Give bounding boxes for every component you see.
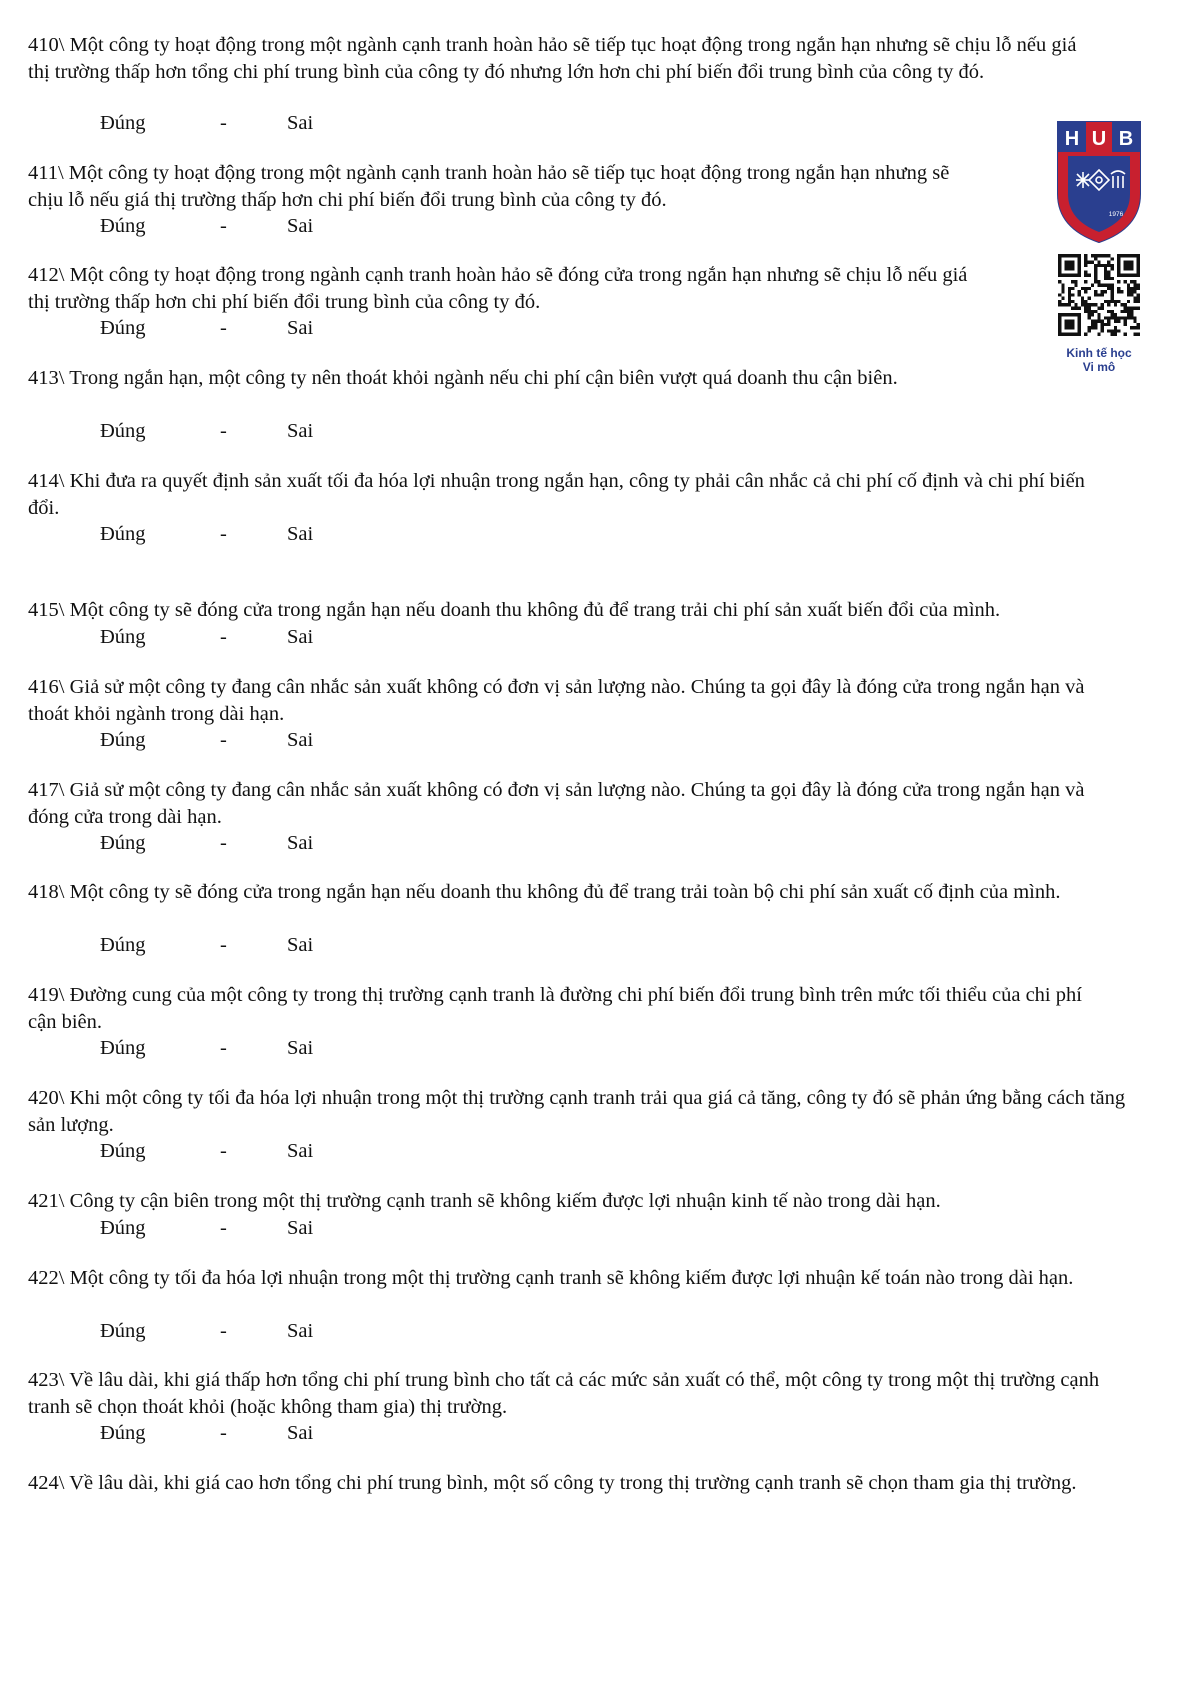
question-text: 423\ Về lâu dài, khi giá thấp hơn tổng chi phí trung bình cho tất cả các mức sản xuất có thể, một công ty trong một thị trường cạnh tranh sẽ chọn thoát khỏi (hoặc không tham gia) thị trường. [28, 1369, 1100, 1418]
option-false[interactable]: Sai [287, 1037, 314, 1059]
option-separator: - [220, 729, 227, 751]
option-false[interactable]: Sai [287, 523, 314, 545]
option-false[interactable]: Sai [287, 317, 314, 339]
question-text: 411\ Một công ty hoạt động trong một ngành cạnh tranh hoàn hảo sẽ tiếp tục hoạt động trong ngắn hạn nhưng sẽ chịu lỗ nếu giá thị trường thấp hơn chi phí biến đổi trung bình của công ty đó. [28, 162, 950, 211]
question-text: 418\ Một công ty sẽ đóng cửa trong ngắn hạn nếu doanh thu không đủ để trang trải toàn bộ chi phí sản xuất cố định của mình. [28, 881, 1061, 903]
option-separator: - [220, 215, 227, 237]
option-true[interactable]: Đúng [100, 317, 146, 339]
logo-caption [1052, 346, 1146, 374]
option-separator: - [220, 832, 227, 854]
logo-year: 1976 [1108, 211, 1124, 218]
option-false[interactable]: Sai [287, 112, 314, 134]
option-false[interactable]: Sai [287, 729, 314, 751]
question-text: 422\ Một công ty tối đa hóa lợi nhuận trong một thị trường cạnh tranh sẽ không kiếm được lợi nhuận kế toán nào trong dài hạn. [28, 1267, 1074, 1289]
option-true[interactable]: Đúng [100, 1422, 146, 1444]
option-false[interactable]: Sai [287, 215, 314, 237]
option-false[interactable]: Sai [287, 832, 314, 854]
option-separator: - [220, 1320, 227, 1342]
caption-line-1: Kinh tế học [1066, 346, 1132, 360]
option-separator: - [220, 420, 227, 442]
option-false[interactable]: Sai [287, 626, 314, 648]
option-true[interactable]: Đúng [100, 1037, 146, 1059]
question-text: 416\ Giả sử một công ty đang cân nhắc sản xuất không có đơn vị sản lượng nào. Chúng ta gọi đây là đóng cửa trong ngắn hạn và thoát khỏi ngành trong dài hạn. [28, 676, 1085, 725]
question-text: 417\ Giả sử một công ty đang cân nhắc sản xuất không có đơn vị sản lượng nào. Chúng ta gọi đây là đóng cửa trong ngắn hạn và đóng cửa trong dài hạn. [28, 779, 1085, 828]
option-separator: - [220, 317, 227, 339]
option-true[interactable]: Đúng [100, 1140, 146, 1162]
question-text: 421\ Công ty cận biên trong một thị trường cạnh tranh sẽ không kiếm được lợi nhuận kinh tế nào trong dài hạn. [28, 1190, 941, 1212]
question-text: 410\ Một công ty hoạt động trong một ngành cạnh tranh hoàn hảo sẽ tiếp tục hoạt động trong ngắn hạn nhưng sẽ chịu lỗ nếu giá thị trường thấp hơn tổng chi phí trung bình của công ty đó nhưng lớn hơn chi phí biến đổi trung bình của công ty đó. [28, 34, 1077, 83]
option-separator: - [220, 1217, 227, 1239]
option-true[interactable]: Đúng [100, 112, 146, 134]
option-false[interactable]: Sai [287, 934, 314, 956]
option-separator: - [220, 1140, 227, 1162]
logo-letter-u: U [1091, 128, 1107, 150]
option-separator: - [220, 934, 227, 956]
option-separator: - [220, 1037, 227, 1059]
question-text: 420\ Khi một công ty tối đa hóa lợi nhuận trong một thị trường cạnh tranh trải qua giá cả tăng, công ty đó sẽ phản ứng bằng cách tăng sản lượng. [28, 1087, 1126, 1136]
option-false[interactable]: Sai [287, 1217, 314, 1239]
option-false[interactable]: Sai [287, 1320, 314, 1342]
question-text: 412\ Một công ty hoạt động trong ngành cạnh tranh hoàn hảo sẽ đóng cửa trong ngắn hạn nhưng sẽ chịu lỗ nếu giá thị trường thấp hơn chi phí biến đổi trung bình của công ty đó. [28, 264, 968, 313]
logo-letter-h: H [1064, 128, 1080, 150]
question-text: 413\ Trong ngắn hạn, một công ty nên thoát khỏi ngành nếu chi phí cận biên vượt quá doanh thu cận biên. [28, 367, 898, 389]
hub-shield-logo [1056, 120, 1142, 244]
option-true[interactable]: Đúng [100, 1320, 146, 1342]
option-false[interactable]: Sai [287, 420, 314, 442]
option-separator: - [220, 523, 227, 545]
question-text: 419\ Đường cung của một công ty trong thị trường cạnh tranh là đường chi phí biến đổi trung bình trên mức tối thiểu của chi phí cận biên. [28, 984, 1082, 1033]
option-true[interactable]: Đúng [100, 729, 146, 751]
question-text: 415\ Một công ty sẽ đóng cửa trong ngắn hạn nếu doanh thu không đủ để trang trải chi phí sản xuất biến đổi của mình. [28, 599, 1001, 621]
caption-line-2: Vi mô [1082, 360, 1116, 374]
logo-letter-b: B [1118, 128, 1134, 150]
question-text: 414\ Khi đưa ra quyết định sản xuất tối đa hóa lợi nhuận trong ngắn hạn, công ty phải cân nhắc cả chi phí cố định và chi phí biến đổi. [28, 470, 1085, 519]
option-separator: - [220, 626, 227, 648]
question-text: 424\ Về lâu dài, khi giá cao hơn tổng chi phí trung bình, một số công ty trong thị trường cạnh tranh sẽ chọn tham gia thị trường. [28, 1472, 1077, 1494]
option-true[interactable]: Đúng [100, 420, 146, 442]
option-false[interactable]: Sai [287, 1422, 314, 1444]
option-true[interactable]: Đúng [100, 832, 146, 854]
option-true[interactable]: Đúng [100, 934, 146, 956]
option-true[interactable]: Đúng [100, 215, 146, 237]
option-true[interactable]: Đúng [100, 1217, 146, 1239]
option-separator: - [220, 112, 227, 134]
option-true[interactable]: Đúng [100, 626, 146, 648]
option-separator: - [220, 1422, 227, 1444]
option-false[interactable]: Sai [287, 1140, 314, 1162]
option-true[interactable]: Đúng [100, 523, 146, 545]
qr-code-icon[interactable] [1058, 254, 1140, 336]
